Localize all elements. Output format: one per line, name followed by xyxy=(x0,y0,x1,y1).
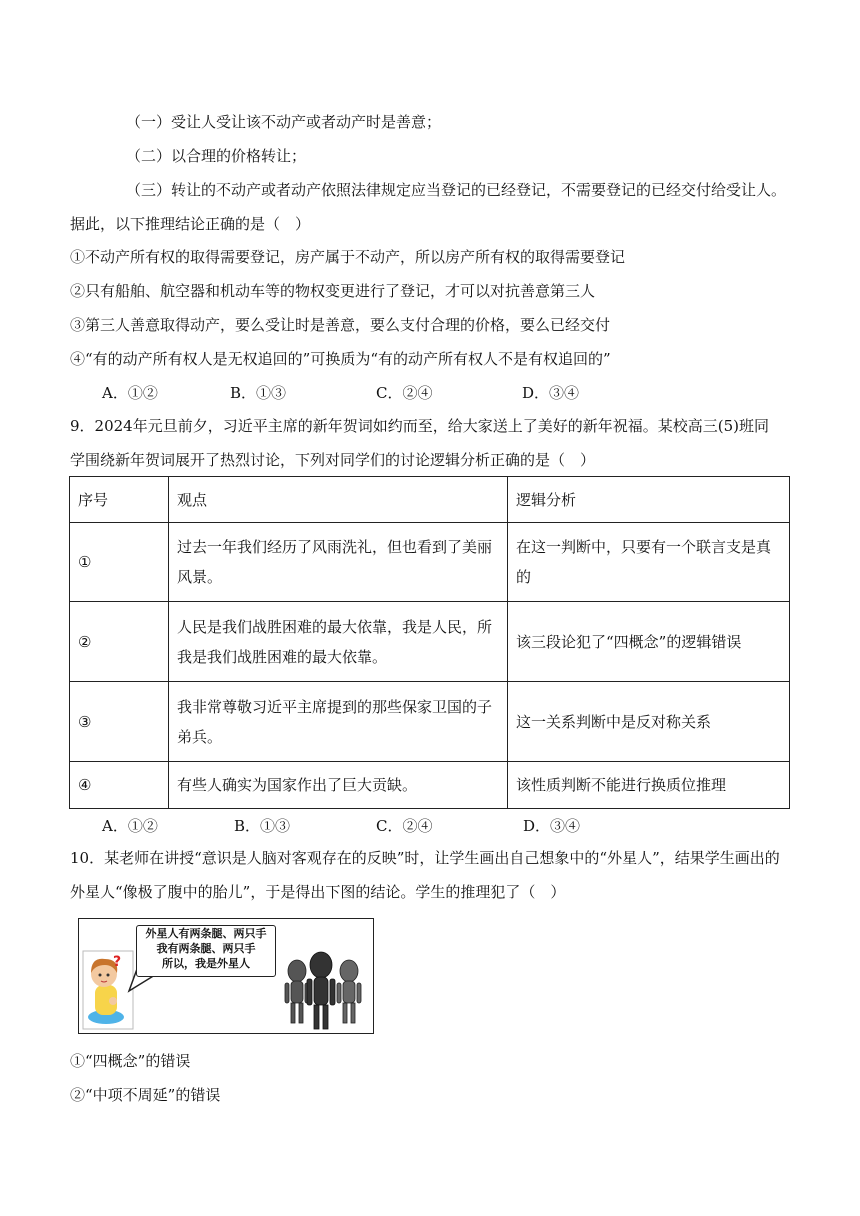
alien-icon xyxy=(307,952,335,1029)
row-num: ② xyxy=(70,602,169,682)
row-analysis: 该性质判断不能进行换质位推理 xyxy=(508,762,790,809)
q8-statement-4: ④“有的动产所有权人是无权追回的”可换质为“有的动产所有权人不是有权追回的” xyxy=(70,350,611,368)
q8-condition-1: （一）受让人受让该不动产或者动产时是善意； xyxy=(126,113,442,131)
row-analysis: 该三段论犯了“四概念”的逻辑错误 xyxy=(508,602,790,682)
question-marks: ? xyxy=(113,954,122,970)
q8-stem: 据此，以下推理结论正确的是（ ） xyxy=(70,215,311,233)
q9-stem-line1: 9．2024年元旦前夕，习近平主席的新年贺词如约而至，给大家送上了美好的新年祝福。某校高三(5)班同 xyxy=(70,417,769,435)
q10-stem-line2: 外星人“像极了腹中的胎儿”，于是得出下图的结论。学生的推理犯了（ ） xyxy=(70,883,566,901)
q9-option-d[interactable]: D．③④ xyxy=(523,817,581,835)
row-view: 过去一年我们经历了风雨洗礼，但也看到了美丽风景。 xyxy=(169,523,508,602)
q8-statement-1: ①不动产所有权的取得需要登记，房产属于不动产，所以房产所有权的取得需要登记 xyxy=(70,248,626,266)
row-num: ④ xyxy=(70,762,169,809)
q9-table xyxy=(69,476,790,809)
table-row xyxy=(70,602,790,682)
q10-statement-2: ②“中项不周延”的错误 xyxy=(70,1086,221,1104)
q8-condition-2: （二）以合理的价格转让； xyxy=(126,147,307,165)
q9-option-c[interactable]: C．②④ xyxy=(376,817,433,835)
row-view: 人民是我们战胜困难的最大依靠，我是人民，所我是我们战胜困难的最大依靠。 xyxy=(169,602,508,682)
alien-icon xyxy=(337,960,361,1023)
q8-condition-3: （三）转让的不动产或者动产依照法律规定应当登记的已经登记，不需要登记的已经交付给受让人。 xyxy=(126,181,787,199)
q8-option-a[interactable]: A．①② xyxy=(102,384,158,402)
row-view: 我非常尊敬习近平主席提到的那些保家卫国的子弟兵。 xyxy=(169,682,508,762)
bubble-line-1: 外星人有两条腿、两只手 xyxy=(145,927,267,940)
q8-statement-2: ②只有船舶、航空器和机动车等的物权变更进行了登记，才可以对抗善意第三人 xyxy=(70,282,596,300)
row-num: ① xyxy=(70,523,169,602)
row-analysis: 在这一判断中，只要有一个联言支是真的 xyxy=(508,523,790,602)
table-row xyxy=(70,523,790,602)
q10-stem-line1: 10．某老师在讲授“意识是人脑对客观存在的反映”时，让学生画出自己想象中的“外星人”，结果学生画出的 xyxy=(70,849,780,867)
table-row xyxy=(70,682,790,762)
q9-option-a[interactable]: A．①② xyxy=(102,817,158,835)
q9-option-b[interactable]: B．①③ xyxy=(234,817,291,835)
q8-option-d[interactable]: D．③④ xyxy=(522,384,580,402)
q9-stem-line2: 学围绕新年贺词展开了热烈讨论，下列对同学们的讨论逻辑分析正确的是（ ） xyxy=(70,451,596,469)
row-num: ③ xyxy=(70,682,169,762)
q9-options xyxy=(102,816,580,836)
bubble-line-2: 我有两条腿、两只手 xyxy=(156,942,256,955)
header-num: 序号 xyxy=(70,477,169,523)
q8-options xyxy=(102,383,579,403)
row-view: 有些人确实为国家作出了巨大贡缺。 xyxy=(169,762,508,809)
q8-option-c[interactable]: C．②④ xyxy=(376,384,433,402)
header-view: 观点 xyxy=(169,477,508,523)
row-analysis: 这一关系判断中是反对称关系 xyxy=(508,682,790,762)
header-analysis: 逻辑分析 xyxy=(508,477,790,523)
q8-option-b[interactable]: B．①③ xyxy=(230,384,287,402)
alien-figure xyxy=(78,918,374,1034)
bubble-line-3: 所以，我是外星人 xyxy=(162,957,250,970)
alien-icon xyxy=(285,960,309,1023)
q8-statement-3: ③第三人善意取得动产，要么受让时是善意，要么支付合理的价格，要么已经交付 xyxy=(70,316,611,334)
q10-statement-1: ①“四概念”的错误 xyxy=(70,1052,191,1070)
speech-bubble xyxy=(136,925,276,977)
table-row xyxy=(70,762,790,809)
table-header-row xyxy=(70,477,790,523)
